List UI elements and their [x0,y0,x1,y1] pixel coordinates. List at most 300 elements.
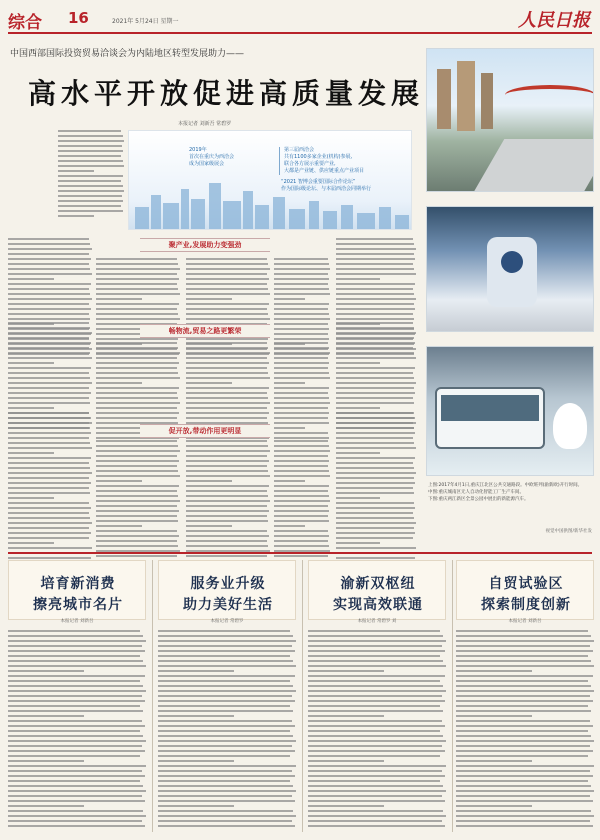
text-line [96,338,178,340]
text-line [8,497,54,499]
text-line [8,387,89,389]
text-line [336,517,414,519]
text-line [186,535,269,537]
text-line [336,512,413,514]
text-line [308,800,445,802]
text-line [96,303,179,305]
feature-byline: 本报记者 常碧罗 刘 [357,619,397,624]
text-line [8,705,140,707]
text-line [8,342,91,344]
text-line [8,675,145,677]
text-line [456,825,593,827]
text-line [274,480,305,482]
text-line [456,760,532,762]
text-line [274,313,329,315]
text-line [336,532,415,534]
text-line [158,725,295,727]
text-line [8,347,89,349]
text-line [158,795,292,797]
text-line [274,288,329,290]
text-line [456,770,590,772]
text-line [96,535,179,537]
text-line [8,655,140,657]
text-line [186,465,267,467]
text-line [456,665,594,667]
text-line [158,650,295,652]
body-column-3a [8,412,92,562]
text-line [8,775,145,777]
text-line [8,502,89,504]
text-line [274,362,329,364]
text-line [96,417,177,419]
text-line [8,725,145,727]
text-line [456,695,590,697]
text-line [96,555,177,557]
text-line [456,765,594,767]
photo-caption: 上图:2017年4月1日,重庆江北区公共交通路段。中欧班列(渝新欧)开行时间。 中图:重庆城南区无人自动化智能工厂生产车间。 下图:重庆两江新区全景公园中展出的新能源汽车。 [428,483,583,502]
text-line [8,760,84,762]
infographic-caption-exhibitors: 第三届西洽会 共有1100多家企业(机构)参展, 联合各方展示重要产业, 大都是产业链、供应链重点产业项目 [279,147,389,175]
text-line [158,780,290,782]
text-line [8,825,145,827]
feature-byline: 本报记者 刘新吾 [508,619,542,624]
text-line [58,170,94,172]
text-line [186,555,267,557]
text-line [96,412,179,414]
text-line [308,665,446,667]
text-line [336,522,416,524]
text-line [96,455,177,457]
text-line [8,477,89,479]
text-line [456,705,588,707]
text-line [336,382,416,384]
text-line [336,258,415,260]
text-line [308,730,440,732]
text-line [158,655,290,657]
text-line [158,785,293,787]
text-line [336,268,414,270]
text-line [96,485,179,487]
text-line [186,278,269,280]
text-line [274,382,305,384]
text-line [8,810,143,812]
text-line [158,705,290,707]
text-line [186,397,268,399]
feature-byline: 本报记者 常碧罗 [210,619,244,624]
text-line [8,542,54,544]
text-line [186,505,267,507]
text-line [456,775,593,777]
text-line [96,480,142,482]
text-line [274,525,305,527]
text-line [274,318,330,320]
text-line [186,308,267,310]
infographic [128,130,412,230]
text-line [8,482,91,484]
text-line [456,630,588,632]
text-line [96,500,180,502]
text-line [8,710,143,712]
text-line [8,547,92,549]
text-line [308,755,440,757]
text-line [274,308,328,310]
subhead-opening-up: 促开放,带动作用更明显 [140,424,270,438]
text-line [158,800,295,802]
text-line [186,510,269,512]
text-line [308,655,440,657]
text-line [274,417,328,419]
text-line [456,800,593,802]
text-line [96,440,177,442]
text-line [274,258,328,260]
text-line [336,417,414,419]
page-number: 16 [68,9,89,27]
text-line [58,130,121,132]
text-line [96,520,178,522]
text-line [456,655,588,657]
text-line [274,555,328,557]
text-line [308,795,442,797]
text-line [96,342,177,344]
text-line [58,160,123,162]
text-line [158,690,296,692]
text-line [336,537,413,539]
text-line [186,382,232,384]
feature-title-line2: 探索制度创新 [481,597,571,613]
text-line [8,318,90,320]
text-line [456,785,591,787]
text-line [158,790,296,792]
text-line [96,258,177,260]
text-line [96,313,178,315]
text-line [158,635,293,637]
text-line [274,283,328,285]
text-line [186,362,269,364]
text-line [308,720,442,722]
text-line [456,730,588,732]
text-line [274,298,305,300]
text-line [186,283,267,285]
body-column-3e [336,412,416,562]
text-line [8,278,54,280]
text-line [186,515,267,517]
feature-title-line1: 自贸试验区 [488,576,564,592]
text-line [274,535,329,537]
text-line [96,347,178,349]
text-line [274,427,305,429]
text-line [308,670,384,672]
masthead [8,6,592,34]
text-line [8,790,146,792]
text-line [456,675,593,677]
text-line [456,640,594,642]
photo-highway-city [426,48,594,192]
feature-title-line2: 实现高效联通 [333,597,423,613]
text-line [8,452,54,454]
text-line [96,308,177,310]
text-line [186,338,268,340]
text-line [274,407,328,409]
text-line [186,525,232,527]
text-line [8,332,92,334]
text-line [186,495,268,497]
text-line [274,273,328,275]
text-line [96,465,177,467]
text-line [96,540,177,542]
text-line [96,525,142,527]
feature-title-line1: 培育新消费 [40,576,116,592]
text-line [8,238,89,240]
text-line [58,165,124,167]
feature-title-line2: 助力美好生活 [183,597,273,613]
text-line [308,745,442,747]
text-line [96,263,178,265]
text-line [186,347,268,349]
section-name: 综合 [8,13,42,33]
text-line [8,635,143,637]
text-line [274,303,329,305]
text-line [8,512,89,514]
text-line [96,407,177,409]
text-line [58,185,123,187]
text-line [8,750,145,752]
text-line [308,700,445,702]
text-line [336,402,414,404]
text-line [456,645,590,647]
text-line [8,755,140,757]
text-line [308,710,443,712]
text-line [336,472,416,474]
text-line [8,352,90,354]
text-line [274,347,329,349]
text-line [308,775,445,777]
text-line [456,755,588,757]
text-line [58,205,121,207]
text-line [308,790,446,792]
text-line [336,322,413,324]
text-line [456,805,532,807]
text-line [186,545,268,547]
text-line [186,268,270,270]
text-line [96,392,177,394]
text-line [8,442,90,444]
text-line [8,427,89,429]
text-line [456,810,591,812]
text-line [308,765,446,767]
text-line [308,640,446,642]
text-line [96,387,179,389]
text-line [308,760,384,762]
text-line [186,387,269,389]
text-line [8,640,146,642]
text-line [8,800,145,802]
publication-date: 2021年 5月24日 星期一 [112,18,179,25]
text-line [8,253,89,255]
text-line [336,397,413,399]
text-line [336,362,380,364]
text-line [158,755,290,757]
text-line [8,337,89,339]
text-line [158,770,292,772]
text-line [96,495,178,497]
text-line [274,328,329,330]
text-line [308,695,442,697]
text-line [456,680,588,682]
text-line [8,407,54,409]
text-line [186,412,269,414]
text-line [456,725,593,727]
text-line [336,542,380,544]
text-line [336,442,414,444]
text-line [308,650,445,652]
text-line [96,273,177,275]
text-line [274,530,328,532]
text-line [336,547,416,549]
text-line [8,263,89,265]
text-line [308,690,446,692]
text-line [456,715,532,717]
text-line [8,322,89,324]
text-line [274,377,330,379]
text-line [96,278,179,280]
text-line [186,530,267,532]
lead-kicker: 中国西部国际投资贸易洽谈会为内陆地区转型发展助力—— [10,49,245,59]
text-line [8,382,92,384]
text-line [8,785,143,787]
text-line [8,288,89,290]
text-line [8,377,90,379]
text-line [58,150,123,152]
text-line [8,645,142,647]
text-line [8,537,89,539]
text-line [8,820,142,822]
infographic-caption-forum: “2021 智博会重要国际合作论坛” 作为国际级论坛、与本届西洽会同期举行 [281,179,372,192]
text-line [336,392,415,394]
newspaper-logo: 人民日报 [518,10,590,31]
text-line [274,342,328,344]
text-line [274,338,329,340]
text-line [456,690,594,692]
text-line [158,775,295,777]
text-line [8,695,142,697]
text-line [336,283,415,285]
text-line [274,402,330,404]
text-line [8,690,146,692]
text-line [8,720,142,722]
text-line [336,487,413,489]
text-line [336,352,414,354]
text-line [186,392,267,394]
text-line [186,298,232,300]
text-line [96,397,178,399]
text-line [8,507,91,509]
text-line [336,313,413,315]
text-line [456,700,593,702]
text-line [336,303,414,305]
text-line [96,530,177,532]
text-line [8,630,140,632]
text-line [8,685,143,687]
text-line [336,367,415,369]
text-line [8,770,142,772]
text-line [8,522,92,524]
text-line [8,780,140,782]
text-line [308,785,443,787]
text-line [8,532,91,534]
text-line [308,810,443,812]
text-line [274,470,329,472]
text-line [274,333,328,335]
text-line [186,263,268,265]
text-line [96,545,178,547]
text-line [456,795,590,797]
text-line [336,477,414,479]
text-line [158,665,296,667]
text-line [274,293,330,295]
text-line [186,450,270,452]
feature-title-line1: 服务业升级 [190,576,266,592]
text-line [456,735,591,737]
text-line [274,278,329,280]
text-line [274,422,329,424]
text-line [8,740,146,742]
text-line [186,357,267,359]
text-line [8,417,90,419]
text-line [336,497,380,499]
text-line [308,740,446,742]
text-line [96,357,177,359]
text-line [8,670,84,672]
text-line [8,412,89,414]
text-line [186,455,267,457]
text-line [96,510,179,512]
infographic-caption-2019: 2019年 首次在重庆为西洽会 成为国家级展会 [189,147,235,167]
feature-text-services [158,630,296,832]
text-line [308,770,442,772]
text-line [8,517,90,519]
text-line [456,790,594,792]
feature-box-hubs [308,560,446,620]
text-line [158,745,292,747]
text-line [186,417,267,419]
text-line [336,293,414,295]
text-line [274,437,329,439]
text-line [158,740,296,742]
text-line [308,805,384,807]
text-line [456,745,590,747]
text-line [186,490,267,492]
text-line [8,243,90,245]
text-line [186,303,269,305]
text-line [158,685,293,687]
text-line [8,402,90,404]
text-line [456,660,591,662]
text-line [186,440,267,442]
text-line [8,665,146,667]
feature-box-services [158,560,296,620]
text-line [8,730,140,732]
body-column-3d [274,440,330,560]
text-line [274,450,330,452]
text-line [158,660,293,662]
text-line [186,342,267,344]
text-line [158,760,234,762]
text-line [274,445,329,447]
text-line [308,675,445,677]
text-line [336,457,415,459]
feature-text-hubs [308,630,446,832]
text-line [336,462,413,464]
